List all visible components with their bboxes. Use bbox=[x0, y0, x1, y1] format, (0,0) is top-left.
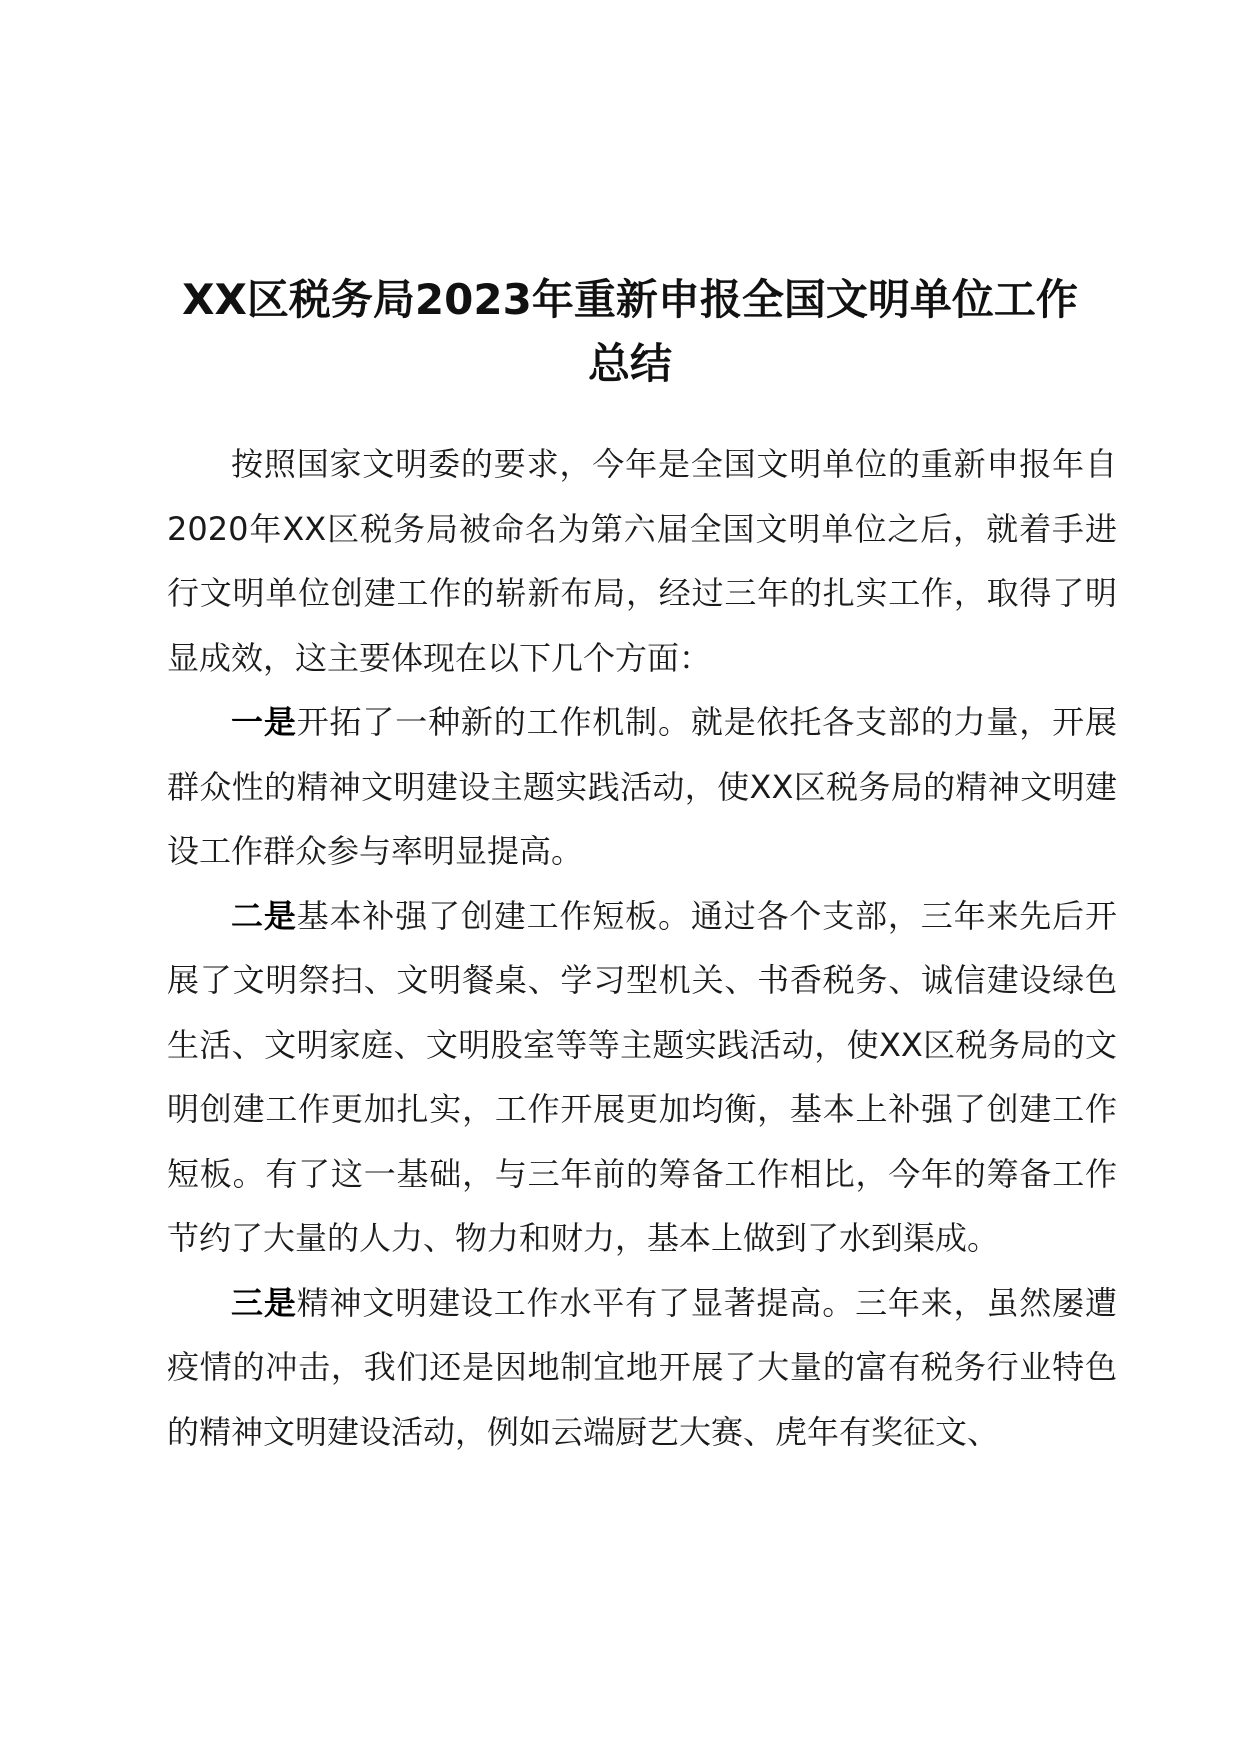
title-line-1: XX区税务局2023年重新申报全国文明单位工作 bbox=[182, 275, 1078, 324]
paragraph-text: 开拓了一种新的工作机制。就是依托各支部的力量，开展群众性的精神文明建设主题实践活动，使XX区税务局的精神文明建设工作群众参与率明显提高。 bbox=[167, 703, 1117, 870]
paragraph-text: 精神文明建设工作水平有了显著提高。三年来，虽然屡遭疫情的冲击，我们还是因地制宜地开展了大量的富有税务行业特色的精神文明建设活动，例如云端厨艺大赛、虎年有奖征文、 bbox=[167, 1283, 1117, 1451]
document-title bbox=[140, 268, 1120, 396]
paragraph-lead: 三是 bbox=[231, 1283, 297, 1322]
title-line-2: 总结 bbox=[587, 339, 672, 388]
paragraph-point-1 bbox=[167, 690, 1117, 884]
paragraph-lead: 一是 bbox=[231, 703, 297, 741]
paragraph-intro bbox=[167, 432, 1117, 690]
paragraph-lead: 二是 bbox=[231, 896, 297, 935]
paragraph-point-2 bbox=[167, 884, 1117, 1271]
paragraph-text: 基本补强了创建工作短板。通过各个支部，三年来先后开展了文明祭扫、文明餐桌、学习型机关、书香税务、诚信建设绿色生活、文明家庭、文明股室等等主题实践活动，使XX区税务局的文明创建工作更加扎实，工作开展更加均衡，基本上补强了创建工作短板。有了这一基础，与三年前的筹备工作相比，今年的筹备工作节约了大量的人力、物力和财力，基本上做到了水到渠成。 bbox=[167, 896, 1117, 1257]
paragraph-point-3 bbox=[167, 1271, 1117, 1465]
paragraph-text: 按照国家文明委的要求，今年是全国文明单位的重新申报年自2020年XX区税务局被命名为第六届全国文明单位之后，就着手进行文明单位创建工作的崭新布局，经过三年的扎实工作，取得了明显成效，这主要体现在以下几个方面： bbox=[167, 445, 1117, 677]
document-body bbox=[167, 432, 1117, 1464]
